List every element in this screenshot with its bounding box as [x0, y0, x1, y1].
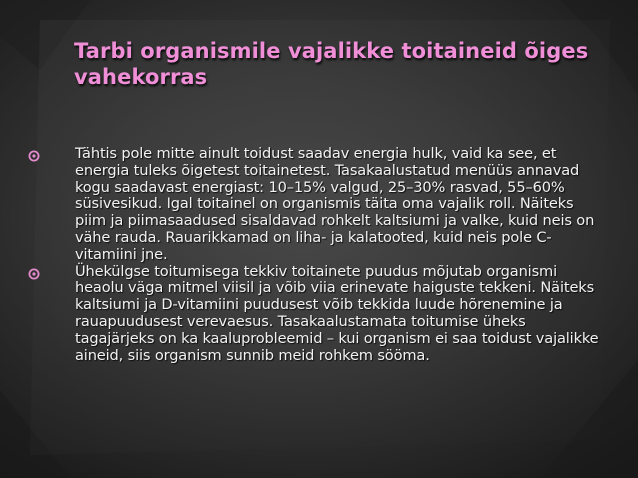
bullet-item	[27, 146, 607, 264]
circled-dot-bullet-icon	[28, 268, 40, 280]
bullet-list	[27, 146, 607, 364]
bullet-text: Tähtis pole mitte ainult toidust saadav energia hulk, vaid ka see, et energia tuleks õigetest toitainetest. Tasakaalustatud menüüs annavad kogu saadavast energiast: 10–15% valgud, 25–30% rasvad, 55–60% süsivesikud. Igal toitainel on organismis täita oma vajalik roll. Näiteks piim ja piimasaadused sisaldavad rohkelt kaltsiumi ja valke, kuid neis on vähe rauda. Rauarikkamad on liha- ja kalatooted, kuid neis pole C-vitamiini jne.	[75, 145, 595, 263]
circled-dot-bullet-icon	[28, 150, 40, 162]
bullet-text: Ühekülgse toitumisega tekkiv toitainete puudus mõjutab organismi heaolu väga mitmel viisil ja võib viia erinevate haiguste tekkeni. Näiteks kaltsiumi ja D-vitamiini puudusest võib tekkida luude hõrenemine ja rauapuudusest verevaesus. Tasakaalustamata toitumise üheks tagajärjeks on ka kaaluprobleemid – kui organism ei saa toidust vajalikke aineid, siis organism sunnib meid rohkem sööma.	[75, 262, 599, 364]
bullet-item	[27, 264, 607, 365]
slide-title: Tarbi organismile vajalikke toitaineid õiges vahekorras	[74, 39, 589, 89]
